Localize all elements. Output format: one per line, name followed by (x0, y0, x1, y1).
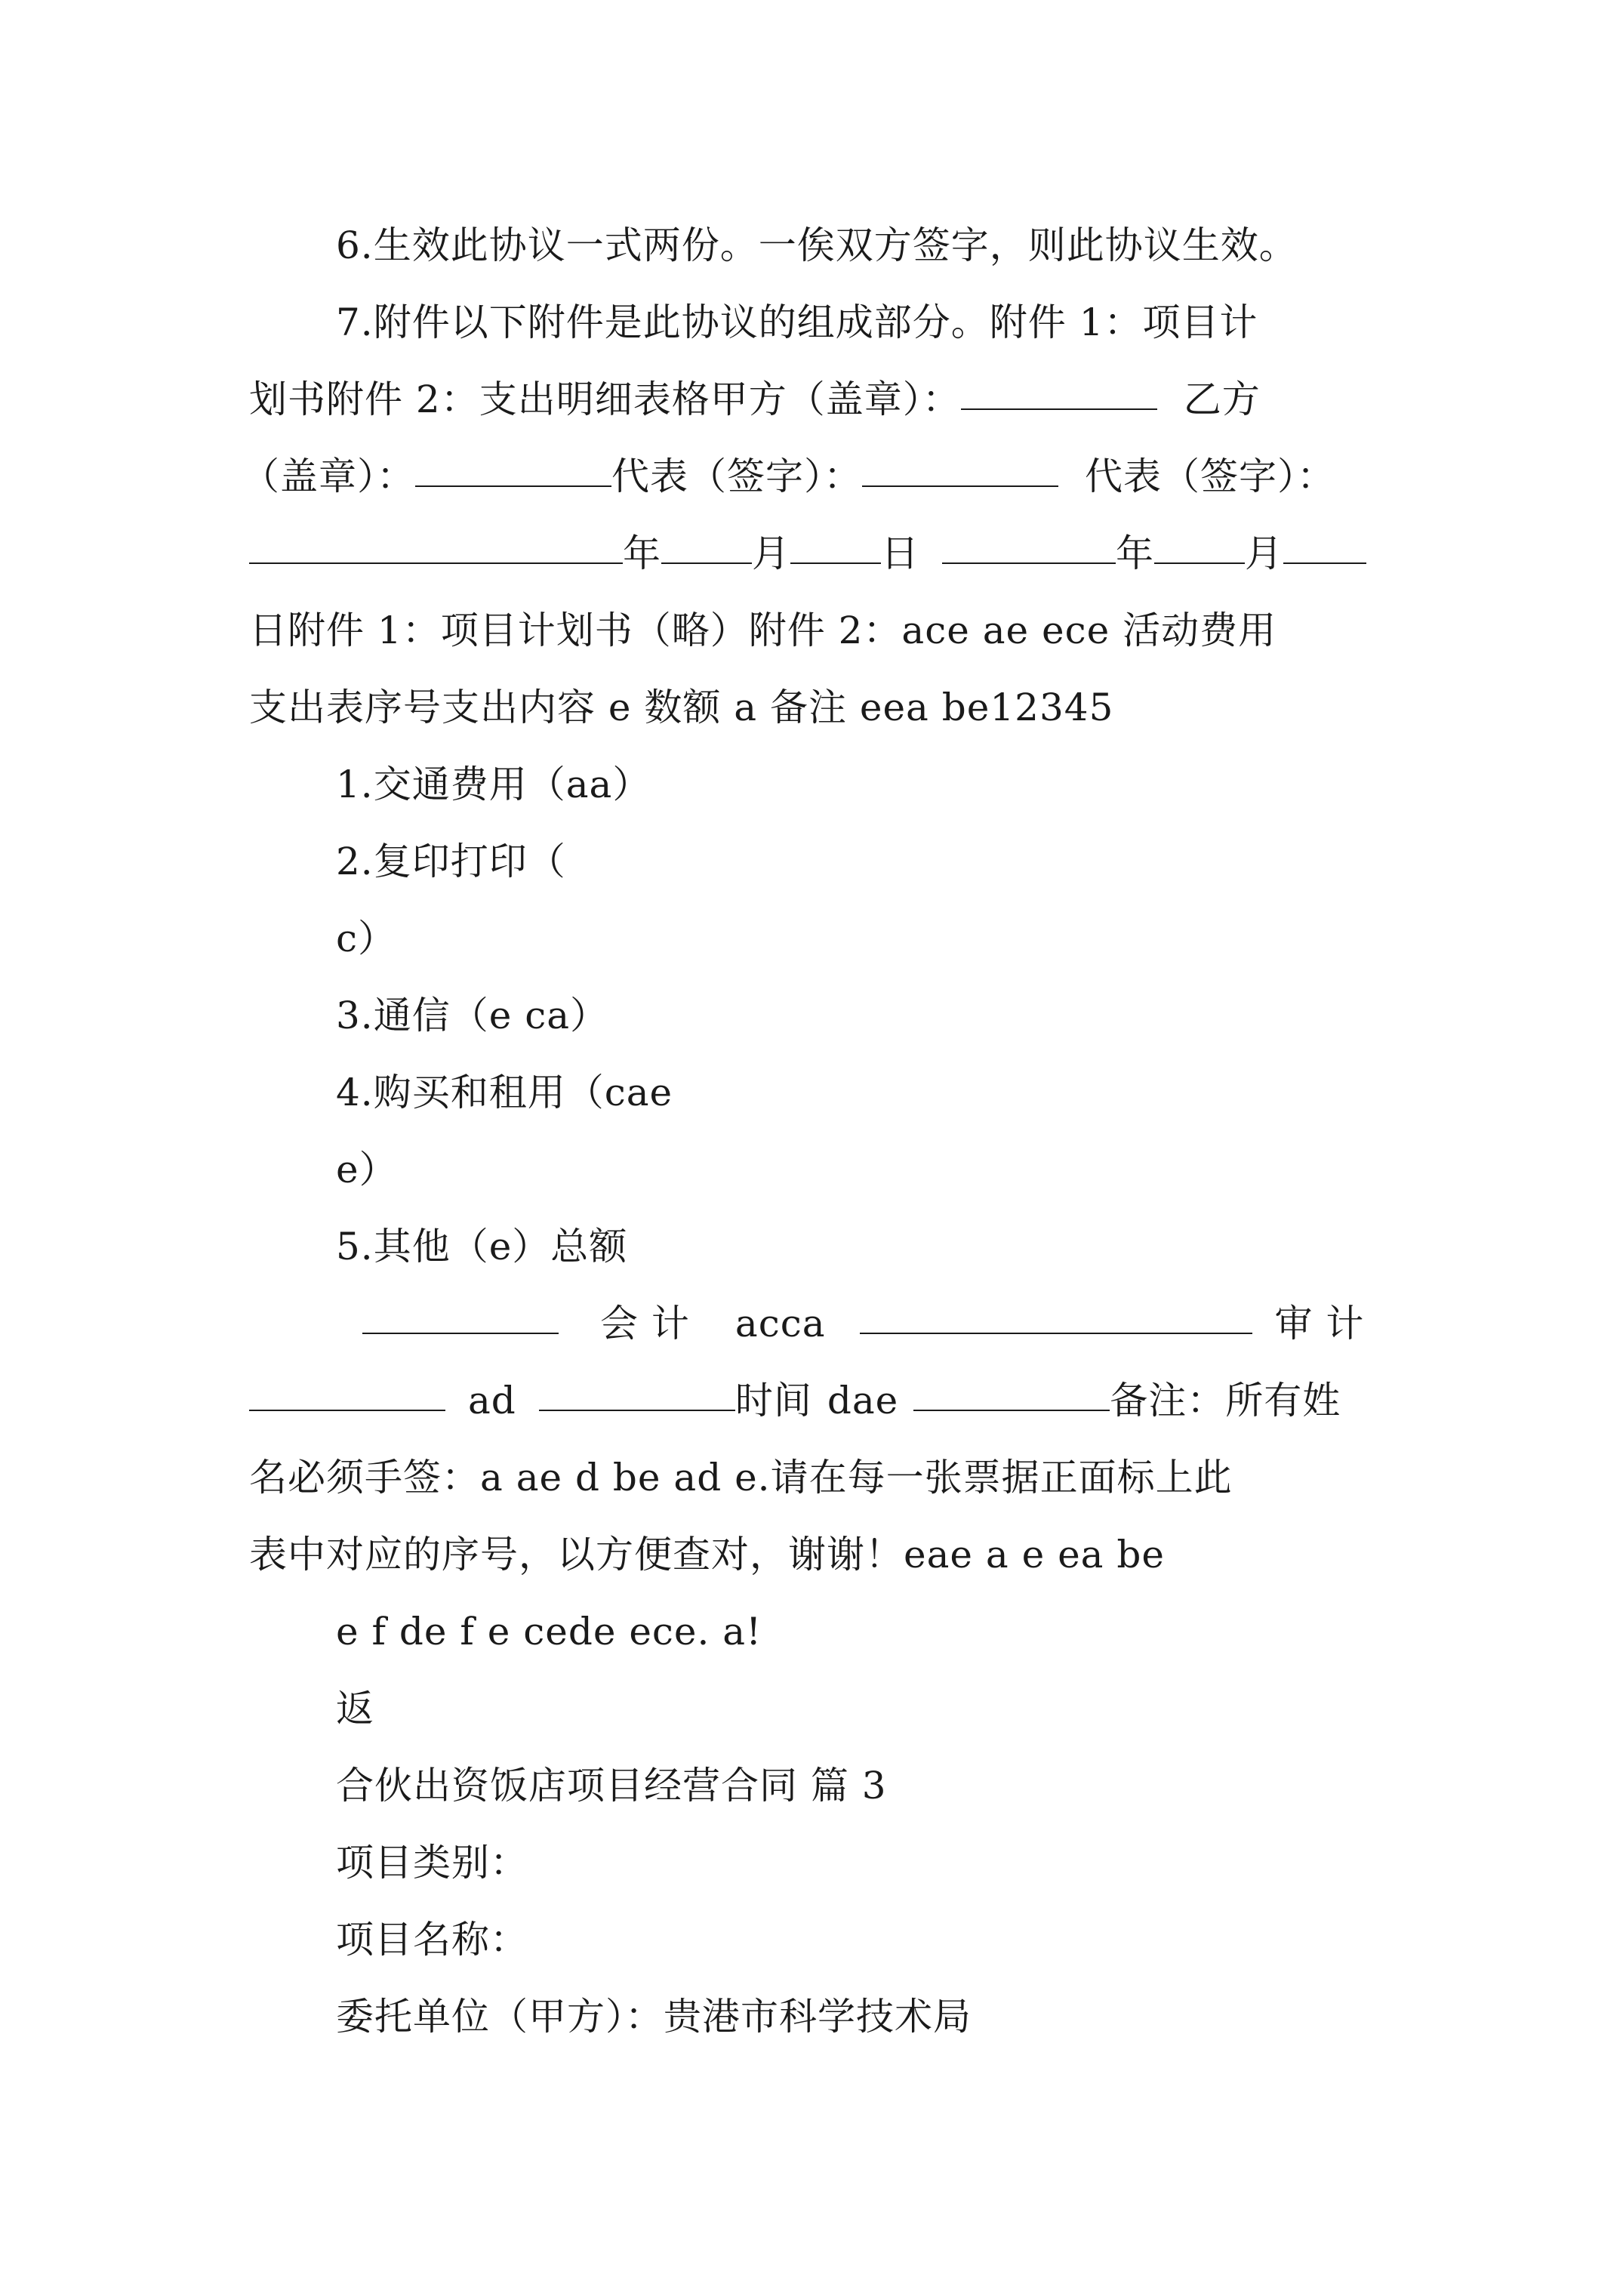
expense-table-header-line (0, 670, 1623, 745)
blank-underline (362, 1286, 559, 1334)
text-segment: 月 (752, 532, 790, 575)
text-segment: 项目名称： (336, 1918, 528, 1962)
closing-line (0, 1594, 1623, 1669)
party-b-seal-line (0, 439, 1623, 514)
clause-7-text (0, 285, 1623, 360)
text-segment: 会 计 (600, 1302, 690, 1345)
expense-item-5 (0, 1209, 1623, 1284)
text-segment: 4.购买和租用（cae (336, 1071, 673, 1114)
text-segment: 备注：所有姓 (1110, 1379, 1341, 1422)
expense-item-2 (0, 824, 1623, 899)
expense-item-4-cont (0, 1132, 1623, 1207)
text-segment: 日附件 1：项目计划书（略）附件 2：ace ae ece 活动费用 (249, 609, 1277, 652)
text-segment: 年 (1116, 532, 1154, 575)
blank-underline (249, 1363, 445, 1411)
clause-6-text (0, 208, 1623, 283)
commissioning-unit-label (0, 1979, 1623, 2054)
text-segment: 乙方 (1183, 378, 1261, 421)
text-segment: ad (468, 1379, 516, 1422)
text-segment: e f de f e cede ece. a! (336, 1610, 762, 1653)
text-segment: 返 (336, 1687, 374, 1730)
text-segment: 7.附件以下附件是此协议的组成部分。附件 1：项目计 (336, 300, 1258, 344)
blank-underline (661, 516, 752, 564)
text-segment: 委托单位（甲方）：贵港市科学技术局 (336, 1995, 972, 2039)
text-segment: 月 (1245, 532, 1283, 575)
project-category-label (0, 1825, 1623, 1900)
text-segment: 2.复印打印（ (336, 840, 566, 883)
text-segment: 日 (881, 532, 919, 575)
text-segment: c） (336, 917, 397, 960)
text-segment: 审 计 (1274, 1302, 1365, 1345)
blank-underline (1154, 516, 1245, 564)
blank-underline (790, 516, 881, 564)
blank-underline (415, 439, 611, 487)
blank-underline (860, 1286, 1252, 1334)
text-segment: 项目类别： (336, 1841, 528, 1885)
attachment-line (0, 593, 1623, 668)
text-segment: 代表（签字）： (1085, 455, 1335, 498)
text-segment: acca (735, 1302, 826, 1345)
text-segment: 6.生效此协议一式两份。一俟双方签字，则此协议生效。 (336, 223, 1298, 267)
text-segment: e） (336, 1148, 398, 1191)
text-segment: 3.通信（e ca） (336, 994, 609, 1037)
blank-underline (942, 516, 1116, 564)
text-segment: 支出表序号支出内容 e 数额 a 备注 eea be12345 (249, 686, 1114, 729)
text-segment: 表中对应的序号，以方便查对，谢谢！eae a e ea be (249, 1533, 1165, 1576)
serial-note-line (0, 1517, 1623, 1592)
blank-underline (249, 516, 623, 564)
time-note-line (0, 1363, 1623, 1438)
text-segment: （盖章）： (242, 455, 415, 498)
text-segment: 代表（签字）： (611, 455, 862, 498)
blank-underline (1283, 516, 1366, 564)
party-a-seal-line (0, 362, 1623, 437)
text-segment: 名必须手签：a ae d be ad e.请在每一张票据正面标上此 (249, 1456, 1233, 1499)
section-heading (0, 1748, 1623, 1823)
expense-item-2-cont (0, 901, 1623, 976)
expense-item-4 (0, 1055, 1623, 1130)
text-segment: 年 (623, 532, 661, 575)
text-segment: 时间 (735, 1379, 812, 1422)
blank-underline (913, 1363, 1110, 1411)
signature-note-line (0, 1440, 1623, 1515)
blank-underline (961, 362, 1157, 410)
expense-item-1 (0, 747, 1623, 822)
date-line (0, 516, 1623, 591)
blank-underline (862, 439, 1058, 487)
project-name-label (0, 1902, 1623, 1977)
return-text (0, 1671, 1623, 1746)
text-segment: 划书附件 2：支出明细表格甲方（盖章）： (249, 378, 961, 421)
blank-underline (539, 1363, 735, 1411)
text-segment: 1.交通费用（aa） (336, 763, 651, 806)
text-segment: 合伙出资饭店项目经营合同 篇 3 (336, 1764, 887, 1808)
text-segment: 5.其他（e）总额 (336, 1225, 628, 1268)
accountant-audit-line (0, 1286, 1623, 1361)
text-segment: dae (827, 1379, 899, 1422)
expense-item-3 (0, 978, 1623, 1053)
